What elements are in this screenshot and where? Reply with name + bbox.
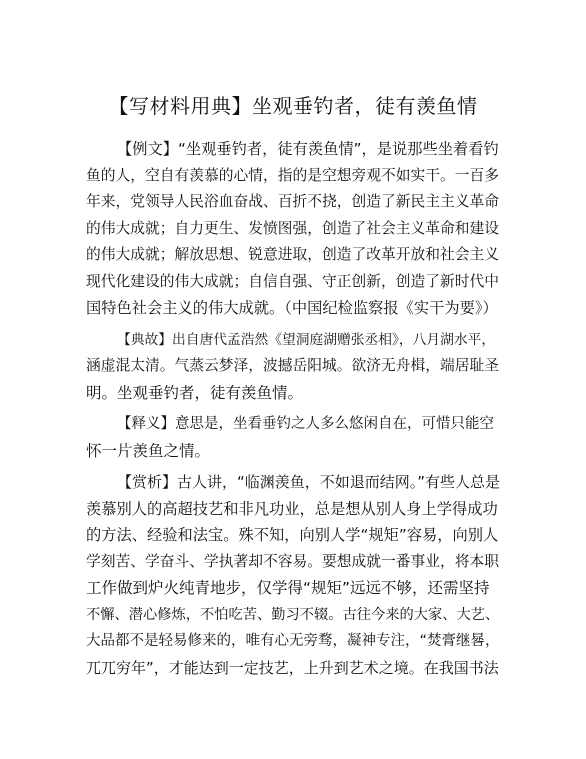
paragraph-example [86,136,500,322]
text-line: 兀兀穷年”，才能达到一定技艺，上升到艺术之境。在我国书法 [86,658,499,677]
text-line: 不懈、潜心修炼，不怕吃苦、勤习不辍。古往今来的大家、大艺、 [86,606,500,623]
document-body [86,136,500,686]
text-line: 【赏析】古人讲，“临渊羡鱼，不如退而结网。”有些人总是 [117,473,500,491]
text-line: 年来，党领导人民浴血奋战、百折不挠，创造了新民主主义革命 [86,193,499,210]
paragraph-allusion [86,327,500,407]
text-line: 鱼的人，空自有羡慕的心情，指的是空想旁观不如实干。一百多 [86,166,499,184]
text-line: 的伟大成就；自力更生、发愤图强，创造了社会主义革命和建设 [86,219,499,237]
document-title: 【写材料用典】坐观垂钓者，徒有羡鱼情 [108,94,478,118]
text-line: 学刻苦、学奋斗、学执著却不容易。要想成就一番事业，将本职 [86,552,499,570]
text-line: 【例文】“坐观垂钓者，徒有羡鱼情”，是说那些坐着看钓 [117,140,499,158]
paragraph-meaning [86,411,500,464]
text-line: 涵虚混太清。气蒸云梦泽，波撼岳阳城。欲济无舟楫，端居耻圣 [86,357,499,374]
text-line: 大品都不是轻易修来的，唯有心无旁骛，凝神专注，“焚膏继晷， [86,633,500,649]
text-line: 【释义】意思是，坐看垂钓之人多么悠闲自在，可惜只能空 [117,416,494,432]
text-line: 国特色社会主义的伟大成就。（中国纪检监察报《实干为要》） [86,299,498,317]
text-line: 现代化建设的伟大成就；自信自强、守正创新，创造了新时代中 [86,272,499,290]
text-line: 怀一片羡鱼之情。 [86,441,211,460]
text-line: 羡慕别人的高超技艺和非凡功业，总是想从别人身上学得成功 [86,499,498,518]
text-line: 的伟大成就；解放思想、锐意进取，创造了改革开放和社会主义 [86,246,499,263]
text-line: 的方法、经验和法宝。殊不知，向别人学“规矩”容易，向别人 [86,526,499,544]
text-line: 【典故】出自唐代孟浩然《望洞庭湖赠张丞相》，八月湖水平， [117,331,496,348]
paragraph-appreciation [86,469,500,681]
text-line: 明。坐观垂钓者，徒有羡鱼情。 [86,383,304,402]
text-line: 工作做到炉火纯青地步，仅学得“规矩”远远不够，还需坚持 [86,579,490,597]
